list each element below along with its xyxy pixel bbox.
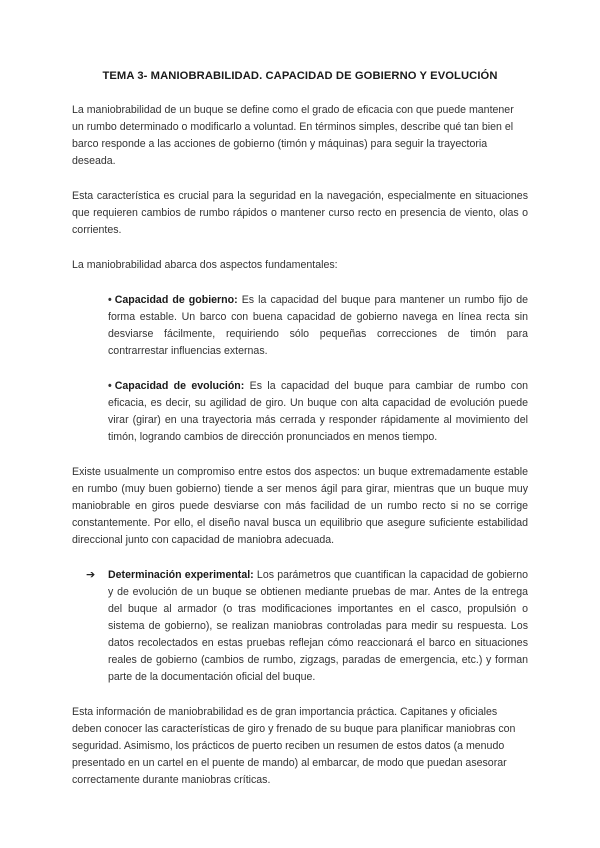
bullet-text: Es la capacidad del buque para cambiar de rumbo con eficacia, es decir, su agilidad de giro. Un buque con alta capacidad de evolución puede virar (girar) en una trayectoria más cerrada y responder rápidamente al movimiento del timón, logrando cambios de dirección pronunciados en menos tiempo. <box>108 380 528 443</box>
bullet-marker: • <box>108 380 112 392</box>
arrow-item-term: Determinación experimental: <box>108 569 254 581</box>
arrow-item-determinacion <box>72 567 528 686</box>
bullet-item-gobierno <box>72 292 528 360</box>
bullet-term: Capacidad de evolución: <box>114 380 245 392</box>
aspects-intro-paragraph: La maniobrabilidad abarca dos aspectos fundamentales: <box>72 259 338 271</box>
bullet-term: Capacidad de gobierno: <box>114 294 238 306</box>
bullet-marker: • <box>108 294 112 306</box>
document-title: TEMA 3- MANIOBRABILIDAD. CAPACIDAD DE GOBIERNO Y EVOLUCIÓN <box>102 70 498 82</box>
document-page <box>72 70 528 807</box>
arrow-item-text: Los parámetros que cuantifican la capacidad de gobierno y de evolución de un buque se obtienen mediante pruebas de mar. Antes de la entrega del buque al armador (o tras modificaciones importantes en el casco, propulsión o sistema de gobierno), se realizan maniobras controladas para medir su respuesta. Los datos recolectados en estas pruebas reflejan cómo reaccionará el barco en situaciones reales de gobierno (cambios de rumbo, zigzags, paradas de emergencia, etc.) y forman parte de la documentación oficial del buque. <box>108 569 528 683</box>
bullet-text: Es la capacidad del buque para mantener un rumbo fijo de forma estable. Un barco con buena capacidad de gobierno navega en línea recta sin desviarse fácilmente, requiriendo sólo pequeñas correcciones de timón para contrarrestar influencias externas. <box>108 294 528 357</box>
compromise-paragraph: Existe usualmente un compromiso entre estos dos aspectos: un buque extremadamente estable en rumbo (muy buen gobierno) tiende a ser menos ágil para girar, mientras que un buque muy maniobrable en giros puede desviarse con más facilidad de un rumbo recto si no se corrige constantemente. Por ello, el diseño naval busca un equilibrio que asegure suficiente estabilidad direccional junto con capacidad de maniobra adecuada. <box>72 466 528 546</box>
importance-paragraph: Esta característica es crucial para la seguridad en la navegación, especialmente en situaciones que requieren cambios de rumbo rápidos o mantener curso recto en presencia de viento, olas o corrientes. <box>72 190 528 236</box>
practical-paragraph: Esta información de maniobrabilidad es de gran importancia práctica. Capitanes y oficiales deben conocer las características de giro y frenado de su buque para planificar maniobras con seguridad. Asimismo, los prácticos de puerto reciben un resumen de estos datos (a menudo presentado en un cartel en el puente de mando) al embarcar, de modo que puedan asesorar correctamente durante maniobras críticas. <box>72 706 516 786</box>
bullet-item-evolucion <box>72 378 528 446</box>
intro-paragraph: La maniobrabilidad de un buque se define como el grado de eficacia con que puede mantener un rumbo determinado o modificarlo a voluntad. En términos simples, describe qué tan bien el barco responde a las acciones de gobierno (timón y máquinas) para seguir la trayectoria deseada. <box>72 104 514 167</box>
arrow-right-icon: ➔ <box>86 569 96 581</box>
